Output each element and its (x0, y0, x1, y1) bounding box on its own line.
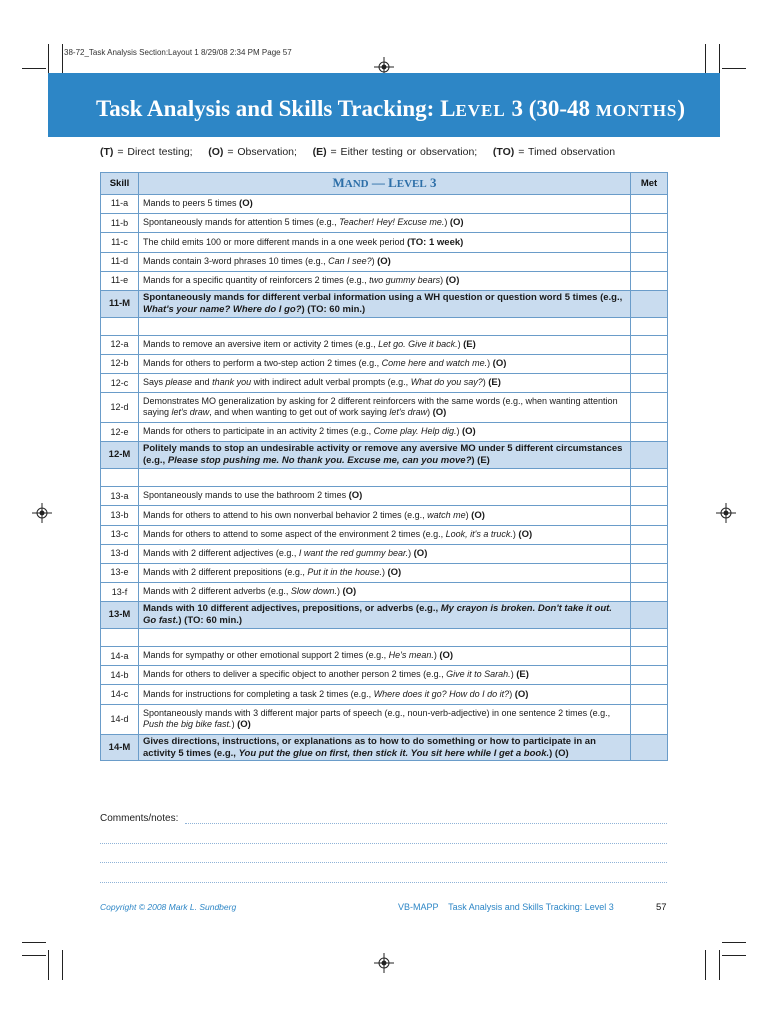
footer-running-title: VB-MAPP Task Analysis and Skills Tracking: Level 3 (398, 902, 614, 912)
skill-description (139, 423, 631, 442)
skill-code: 12-b (101, 354, 139, 373)
skill-text-pre: Mands for instructions for completing a task 2 times (e.g., (143, 688, 374, 699)
table-spacer-row (101, 317, 668, 335)
skill-description (139, 704, 631, 734)
skill-text-pre: The child emits 100 or more different mands in a one week period (143, 236, 407, 247)
skill-text-tag: (O) (518, 528, 533, 540)
crop-mark-bottom-right-h (722, 955, 746, 956)
skill-text-pre: Mands with 2 different adjectives (e.g., (143, 547, 299, 558)
met-checkbox-cell[interactable] (631, 704, 668, 734)
skill-description (139, 233, 631, 252)
skill-code: 13-e (101, 563, 139, 582)
met-checkbox-cell[interactable] (631, 290, 668, 317)
skill-text-tag: (E) (463, 338, 476, 350)
skill-description (139, 666, 631, 685)
skill-text-ital: please (165, 377, 193, 388)
crop-mark-top-right-v2 (719, 44, 720, 74)
spacer-cell (139, 629, 631, 647)
skill-text-post: ) (510, 669, 517, 680)
table-row (101, 374, 668, 393)
title-level-rest: EVEL (455, 101, 506, 120)
spacer-cell (101, 629, 139, 647)
skill-text-ital: Put it in the house. (307, 567, 382, 578)
skill-text-ital2: thank you (212, 377, 252, 388)
skill-text-post: ) (440, 274, 446, 285)
skill-description (139, 393, 631, 423)
skill-description (139, 271, 631, 290)
header-mand-level (139, 173, 631, 195)
met-checkbox-cell[interactable] (631, 685, 668, 704)
skill-code: 11-M (101, 290, 139, 317)
skill-description (139, 685, 631, 704)
met-checkbox-cell[interactable] (631, 583, 668, 602)
page-number: 57 (656, 902, 667, 913)
legend-e-key: (E) (312, 146, 327, 158)
registration-mark-bottom-icon (374, 953, 394, 973)
met-checkbox-cell[interactable] (631, 734, 668, 761)
skill-text-ital: Can I see? (328, 255, 372, 266)
skill-text-tag: (E) (488, 377, 501, 389)
crop-mark-top-right-v (705, 44, 706, 74)
skill-text-post3: ) (482, 377, 489, 388)
skill-text-pre: Spontaneously mands to use the bathroom 2 times (143, 490, 349, 501)
skill-code: 12-e (101, 423, 139, 442)
crop-mark-bottom-right-v2 (719, 950, 720, 980)
table-row (101, 487, 668, 506)
skill-text-pre: Mands for others to perform a two-step action 2 times (e.g., (143, 358, 382, 369)
skill-code: 14-c (101, 685, 139, 704)
comments-label: Comments/notes: (100, 813, 179, 824)
met-checkbox-cell[interactable] (631, 442, 668, 469)
skill-code: 13-f (101, 583, 139, 602)
skill-text-post2: with indirect adult verbal prompts (e.g., (251, 377, 411, 388)
skill-text-post: ) (509, 688, 515, 699)
skill-text-post: ) (457, 338, 464, 349)
skill-text-post: ) (433, 650, 440, 661)
table-row (101, 583, 668, 602)
skill-text-post: ) (231, 718, 238, 729)
skill-text-tag: (O) (461, 426, 476, 438)
skill-text-post: ) (408, 547, 414, 558)
skill-description (139, 563, 631, 582)
skill-text-tag: (O) (514, 688, 529, 700)
skill-text-ital: Look, it's a truck. (445, 528, 513, 539)
skill-text-post: ) (465, 509, 472, 520)
header-skill: Skill (101, 173, 139, 195)
skill-text-tag: (O) (348, 490, 363, 502)
crop-mark-top-left-h (22, 68, 46, 69)
legend-to-key: (TO) (492, 146, 515, 158)
met-checkbox-cell[interactable] (631, 354, 668, 373)
skill-text-post: ) (TO: 60 min.) (301, 303, 366, 315)
skill-code: 14-d (101, 704, 139, 734)
skill-description (139, 354, 631, 373)
skill-text-pre: Politely mands to stop an undesirable activity or remove any aversive MO under 5 different circumstances (e.g., (143, 443, 623, 467)
header-level-number: 3 (426, 175, 437, 191)
skill-description (139, 214, 631, 233)
crop-mark-top-left-v2 (62, 44, 63, 74)
title-months: MONTHS (595, 101, 678, 120)
skill-text-pre: Mands for sympathy or other emotional support 2 times (e.g., (143, 650, 389, 661)
met-checkbox-cell[interactable] (631, 252, 668, 271)
met-checkbox-cell[interactable] (631, 544, 668, 563)
skill-code: 11-d (101, 252, 139, 271)
skill-text-ital: You put the glue on first, then stick it. You sit here while I get a book. (238, 747, 550, 759)
crop-mark-bottom-right-v (705, 950, 706, 980)
skill-text-ital: Give it to Sarah. (446, 669, 511, 680)
skill-text-pre: Spontaneously mands for attention 5 times (e.g., (143, 217, 340, 228)
table-row (101, 290, 668, 317)
skill-text-post: ) (O) (549, 747, 569, 759)
met-checkbox-cell[interactable] (631, 335, 668, 354)
skill-code: 12-d (101, 393, 139, 423)
table-row (101, 602, 668, 629)
skill-code: 12-a (101, 335, 139, 354)
table-row (101, 563, 668, 582)
met-checkbox-cell[interactable] (631, 271, 668, 290)
skill-code: 14-b (101, 666, 139, 685)
skill-text-pre: Mands for a specific quantity of reinforcers 2 times (e.g., (143, 274, 370, 285)
skill-description (139, 734, 631, 761)
skill-text-tag: (O) (237, 718, 251, 730)
crop-mark-top-right-h (722, 68, 746, 69)
legend-o-key: (O) (208, 146, 224, 158)
skill-text-pre: Mands with 2 different prepositions (e.g., (143, 567, 308, 578)
skill-description (139, 252, 631, 271)
met-checkbox-cell[interactable] (631, 195, 668, 214)
met-checkbox-cell[interactable] (631, 374, 668, 393)
title-close: ) (677, 96, 686, 121)
skill-text-tag: (O) (471, 509, 485, 521)
skill-code: 13-b (101, 506, 139, 525)
crop-mark-bottom-left-h (22, 955, 46, 956)
spacer-cell (631, 629, 668, 647)
skill-description (139, 544, 631, 563)
spacer-cell (139, 469, 631, 487)
table-body (101, 195, 668, 761)
skill-text-tag: (O) (445, 274, 460, 286)
spacer-cell (101, 317, 139, 335)
skill-description (139, 487, 631, 506)
spacer-cell (631, 317, 668, 335)
skill-text-ital: I want the red gummy bear. (298, 547, 409, 558)
skill-description (139, 335, 631, 354)
table-row (101, 442, 668, 469)
table-row (101, 506, 668, 525)
legend-o-text: = Observation; (223, 146, 297, 158)
skill-text-tag: (O) (449, 217, 464, 229)
table-row (101, 393, 668, 423)
comments-line-1 (185, 823, 667, 824)
skill-text-tag: (O) (432, 407, 447, 419)
skill-text-pre: Mands for others to participate in an activity 2 times (e.g., (143, 426, 374, 437)
skill-text-post: ) (TO: 60 min.) (178, 615, 243, 627)
skill-text-ital: Please stop pushing me. No thank you. Excuse me, can you move? (167, 455, 472, 467)
header-met: Met (631, 173, 668, 195)
skill-text-ital: Come play. Help dig. (373, 426, 457, 437)
met-checkbox-cell[interactable] (631, 423, 668, 442)
crop-mark-bottom-left-v2 (62, 950, 63, 980)
skill-text-tag: (O) (439, 650, 454, 662)
table-row (101, 544, 668, 563)
table-row (101, 354, 668, 373)
table-row (101, 214, 668, 233)
skill-code: 13-M (101, 602, 139, 629)
skill-text-ital3: What do you say? (410, 377, 483, 388)
skill-text-ital: Teacher! Hey! Excuse me. (339, 217, 445, 228)
skill-text-post: ) (512, 528, 519, 539)
title-level-number: 3 (30-48 (505, 96, 596, 121)
skill-code: 13-a (101, 487, 139, 506)
skill-text-pre: Mands for others to attend to some aspect of the environment 2 times (e.g., (143, 528, 446, 539)
header-level-initial: — L (371, 175, 397, 191)
skill-text-post: and (192, 377, 213, 388)
skill-text-tag: (O) (342, 586, 357, 598)
skill-text-pre: Says (143, 377, 166, 388)
table-row (101, 647, 668, 666)
skill-text-tag: (O) (492, 358, 507, 370)
table-spacer-row (101, 469, 668, 487)
skill-text-ital2: let's draw (389, 407, 428, 418)
skill-text-ital: Let go. Give it back. (378, 338, 458, 349)
skill-text-post: ) (336, 586, 343, 597)
met-checkbox-cell[interactable] (631, 563, 668, 582)
skill-text-post: ) (371, 255, 378, 266)
table-row (101, 525, 668, 544)
table-row (101, 666, 668, 685)
skill-text-ital: My crayon is broken. Don't take it out. Go fast. (143, 603, 612, 627)
table-row (101, 423, 668, 442)
header-mand-initial: M (332, 175, 345, 191)
met-checkbox-cell[interactable] (631, 666, 668, 685)
legend-to-text: = Timed observation (514, 146, 616, 158)
registration-mark-left-icon (32, 503, 52, 523)
skill-text-pre: Mands with 10 different adjectives, prepositions, or adverbs (e.g., (143, 603, 441, 615)
legend-t-key: (T) (100, 146, 114, 158)
met-checkbox-cell[interactable] (631, 487, 668, 506)
spacer-cell (631, 469, 668, 487)
footer-copyright: Copyright © 2008 Mark L. Sundberg (100, 902, 237, 912)
page-title (96, 96, 685, 122)
skill-description (139, 525, 631, 544)
skill-code: 14-a (101, 647, 139, 666)
table-row (101, 271, 668, 290)
skill-text-post: ) (E) (471, 455, 490, 467)
skill-text-post: ) (381, 567, 388, 578)
table-row (101, 685, 668, 704)
met-checkbox-cell[interactable] (631, 506, 668, 525)
met-checkbox-cell[interactable] (631, 647, 668, 666)
skill-description (139, 290, 631, 317)
skill-text-ital: He's mean. (388, 650, 434, 661)
skill-text-pre: Demonstrates MO generalization by asking for 2 different reinforcers with the same words (e.g., when wanting attention saying (143, 396, 618, 418)
skill-code: 11-b (101, 214, 139, 233)
print-slug: 38-72_Task Analysis Section:Layout 1 8/29/08 2:34 PM Page 57 (64, 48, 292, 57)
spacer-cell (139, 317, 631, 335)
skill-text-tag: (E) (516, 669, 529, 681)
met-checkbox-cell[interactable] (631, 233, 668, 252)
skill-code: 12-M (101, 442, 139, 469)
skill-code: 14-M (101, 734, 139, 761)
table-row (101, 734, 668, 761)
skill-text-pre: Spontaneously mands for different verbal information using a WH question or question word 5 times (e.g., (143, 291, 623, 303)
crop-mark-bottom-left-v (48, 950, 49, 980)
skill-text-ital: watch me (427, 509, 466, 520)
met-checkbox-cell[interactable] (631, 602, 668, 629)
comments-line-4 (100, 882, 667, 883)
skill-code: 13-d (101, 544, 139, 563)
skill-text-pre: Mands to remove an aversive item or activity 2 times (e.g., (143, 338, 379, 349)
crop-mark-bottom-left-h2 (22, 942, 46, 943)
title-main: Task Analysis and Skills Tracking: (96, 96, 441, 121)
table-row (101, 233, 668, 252)
skill-description (139, 506, 631, 525)
skill-description (139, 442, 631, 469)
registration-mark-right-icon (716, 503, 736, 523)
table-row (101, 252, 668, 271)
crop-mark-bottom-right-h2 (722, 942, 746, 943)
skill-text-post: ) (487, 358, 493, 369)
skill-code: 11-e (101, 271, 139, 290)
header-mand-rest: AND (344, 178, 369, 191)
table-row (101, 335, 668, 354)
skill-text-pre: Mands contain 3-word phrases 10 times (e.g., (143, 255, 329, 266)
skill-text-ital: let's draw (171, 407, 210, 418)
skill-text-tag: (O) (239, 198, 253, 210)
skill-text-post: ) (444, 217, 450, 228)
comments-line-2 (100, 843, 667, 844)
skill-text-ital: What's your name? Where do I go? (143, 303, 302, 315)
skill-text-post2: ) (427, 407, 433, 418)
table-row (101, 195, 668, 214)
comments-line-3 (100, 862, 667, 863)
skill-description (139, 602, 631, 629)
table-row (101, 704, 668, 734)
legend-e-text: = Either testing or observation; (326, 146, 478, 158)
skill-text-tag: (O) (413, 547, 428, 559)
skill-description (139, 195, 631, 214)
met-checkbox-cell[interactable] (631, 214, 668, 233)
skill-text-ital: Where does it go? How do I do it? (373, 688, 510, 699)
skills-tracking-table (100, 172, 668, 761)
title-level-initial: L (440, 96, 456, 121)
skill-code: 11-c (101, 233, 139, 252)
skill-text-ital: Push the big bike fast. (143, 718, 232, 729)
legend-t-text: = Direct testing; (113, 146, 193, 158)
skill-text-ital: Slow down. (290, 586, 337, 597)
skill-text-pre: Mands to peers 5 times (143, 198, 240, 209)
skill-text-post: ) (456, 426, 462, 437)
spacer-cell (101, 469, 139, 487)
scoring-legend (100, 146, 615, 158)
header-level-rest: EVEL (396, 178, 427, 191)
skill-code: 12-c (101, 374, 139, 393)
table-header-row (101, 173, 668, 195)
skill-text-post: , and when wanting to get out of work saying (209, 407, 390, 418)
skill-text-tag: (TO: 1 week) (406, 236, 464, 248)
skill-text-pre: Mands with 2 different adverbs (e.g., (143, 586, 291, 597)
skill-description (139, 374, 631, 393)
skill-text-pre: Mands for others to deliver a specific object to another person 2 times (e.g., (143, 669, 447, 680)
table-spacer-row (101, 629, 668, 647)
skill-text-tag: (O) (377, 255, 391, 267)
met-checkbox-cell[interactable] (631, 393, 668, 423)
skill-text-pre: Spontaneously mands with 3 different major parts of speech (e.g., noun-verb-adjective) in one sentence 2 times (e.g., (143, 707, 611, 718)
crop-mark-top-left-v (48, 44, 49, 74)
skill-text-tag: (O) (387, 567, 402, 579)
skill-description (139, 583, 631, 602)
skill-text-pre: Gives directions, instructions, or explanations as to how to do something or how to participate in an activity 5 times (e.g., (143, 735, 596, 759)
skill-description (139, 647, 631, 666)
skill-code: 11-a (101, 195, 139, 214)
skill-code: 13-c (101, 525, 139, 544)
skill-text-pre: Mands for others to attend to his own nonverbal behavior 2 times (e.g., (143, 509, 428, 520)
skill-text-ital: Come here and watch me. (381, 358, 488, 369)
met-checkbox-cell[interactable] (631, 525, 668, 544)
skill-text-ital: two gummy bears (369, 274, 441, 285)
